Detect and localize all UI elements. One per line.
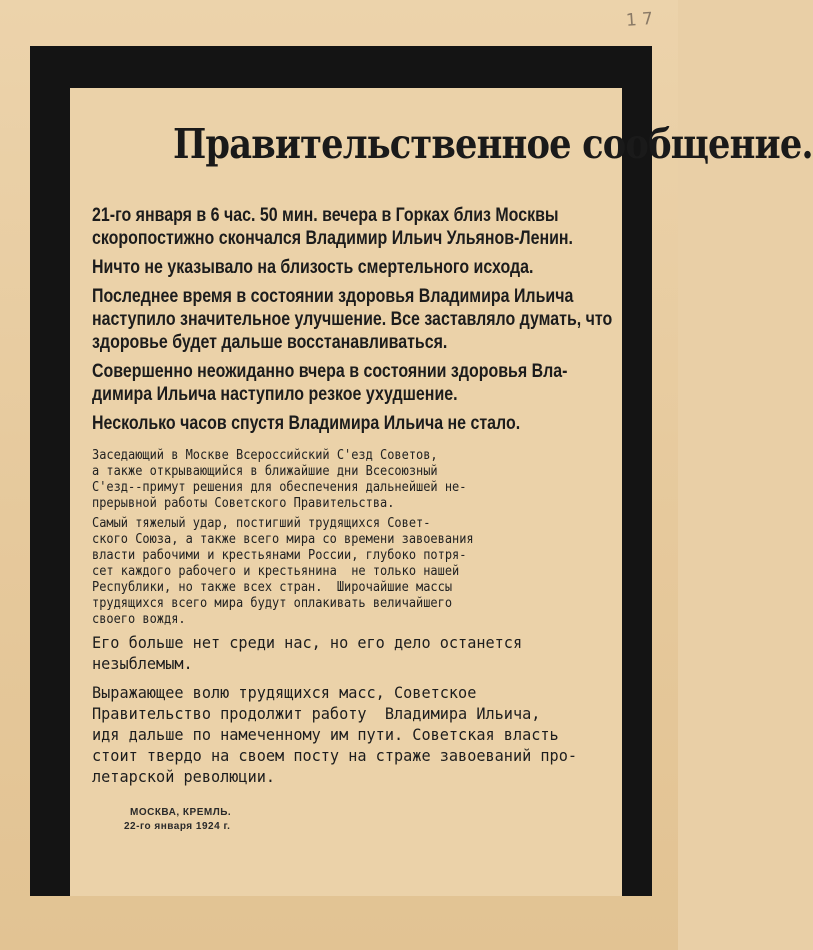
- text-line: скоропостижно скончался Владимир Ильич Ульянов-Ленин.: [92, 228, 573, 249]
- text-line: 21-го января в 6 час. 50 мин. вечера в Горках близ Москвы: [92, 205, 559, 226]
- signature-place: МОСКВА, КРЕМЛЬ.: [130, 807, 232, 818]
- text-line: власти рабочими и крестьянами России, глубоко потря-: [92, 548, 467, 563]
- text-line: а также открывающийся в ближайшие дни Всесоюзный: [92, 464, 438, 479]
- text-line: прерывной работы Советского Правительства.: [92, 496, 395, 511]
- text-line: трудящихся всего мира будут оплакивать величайшего: [92, 596, 453, 611]
- text-line: Последнее время в состоянии здоровья Владимира Ильича: [92, 286, 574, 307]
- text-line: здоровье будет дальше восстанавливаться.: [92, 332, 448, 353]
- text-line: Ничто не указывало на близость смертельного исхода.: [92, 257, 534, 278]
- text-line: незыблемым.: [92, 654, 193, 673]
- lead-paragraph: [92, 285, 613, 354]
- text-line: стоит твердо на своем посту на страже завоеваний про-: [92, 746, 578, 765]
- lead-paragraph: [92, 360, 588, 406]
- text-line: наступило значительное улучшение. Все заставляло думать, что: [92, 309, 613, 330]
- closing-paragraph: [92, 682, 586, 787]
- text-line: Выражающее волю трудящихся масс, Советское: [92, 683, 477, 702]
- text-line: Совершенно неожиданно вчера в состоянии здоровья Вла-: [92, 361, 568, 382]
- closing-paragraph: [92, 632, 586, 674]
- text-line: димира Ильича наступило резкое ухудшение.: [92, 384, 458, 405]
- body-text-block: [92, 448, 592, 795]
- body-paragraph: [92, 516, 580, 628]
- text-line: Заседающий в Москве Всероссийский С'езд Советов,: [92, 448, 438, 463]
- text-line: своего вождя.: [92, 612, 186, 627]
- lead-paragraph: [92, 412, 588, 435]
- text-line: Правительство продолжит работу Владимира Ильича,: [92, 704, 541, 723]
- lead-text-block: [92, 204, 613, 441]
- text-line: Его больше нет среди нас, но его дело останется: [92, 633, 523, 652]
- signature-date: 22-го января 1924 г.: [124, 821, 231, 832]
- text-line: С'езд--примут решения для обеспечения дальнейшей не-: [92, 480, 467, 495]
- text-line: летарской революции.: [92, 767, 276, 786]
- text-line: ского Союза, а также всего мира со времени завоевания: [92, 532, 474, 547]
- text-line: идя дальше по намеченному им пути. Советская власть: [92, 725, 559, 744]
- text-line: Несколько часов спустя Владимира Ильича не стало.: [92, 413, 521, 434]
- text-line: сет каждого рабочего и крестьянина не только нашей: [92, 564, 460, 579]
- document-title: Правительственное сообщение.: [173, 120, 813, 168]
- lead-paragraph: [92, 256, 588, 279]
- signature-block: [124, 806, 231, 834]
- announcement-content: [70, 88, 813, 896]
- lead-paragraph: [92, 204, 588, 250]
- text-line: Республики, но также всех стран. Широчайшие массы: [92, 580, 453, 595]
- text-line: Самый тяжелый удар, постигший трудящихся Совет-: [92, 516, 431, 531]
- archive-number-handwritten: 1 7: [625, 9, 654, 31]
- body-paragraph: [92, 448, 580, 512]
